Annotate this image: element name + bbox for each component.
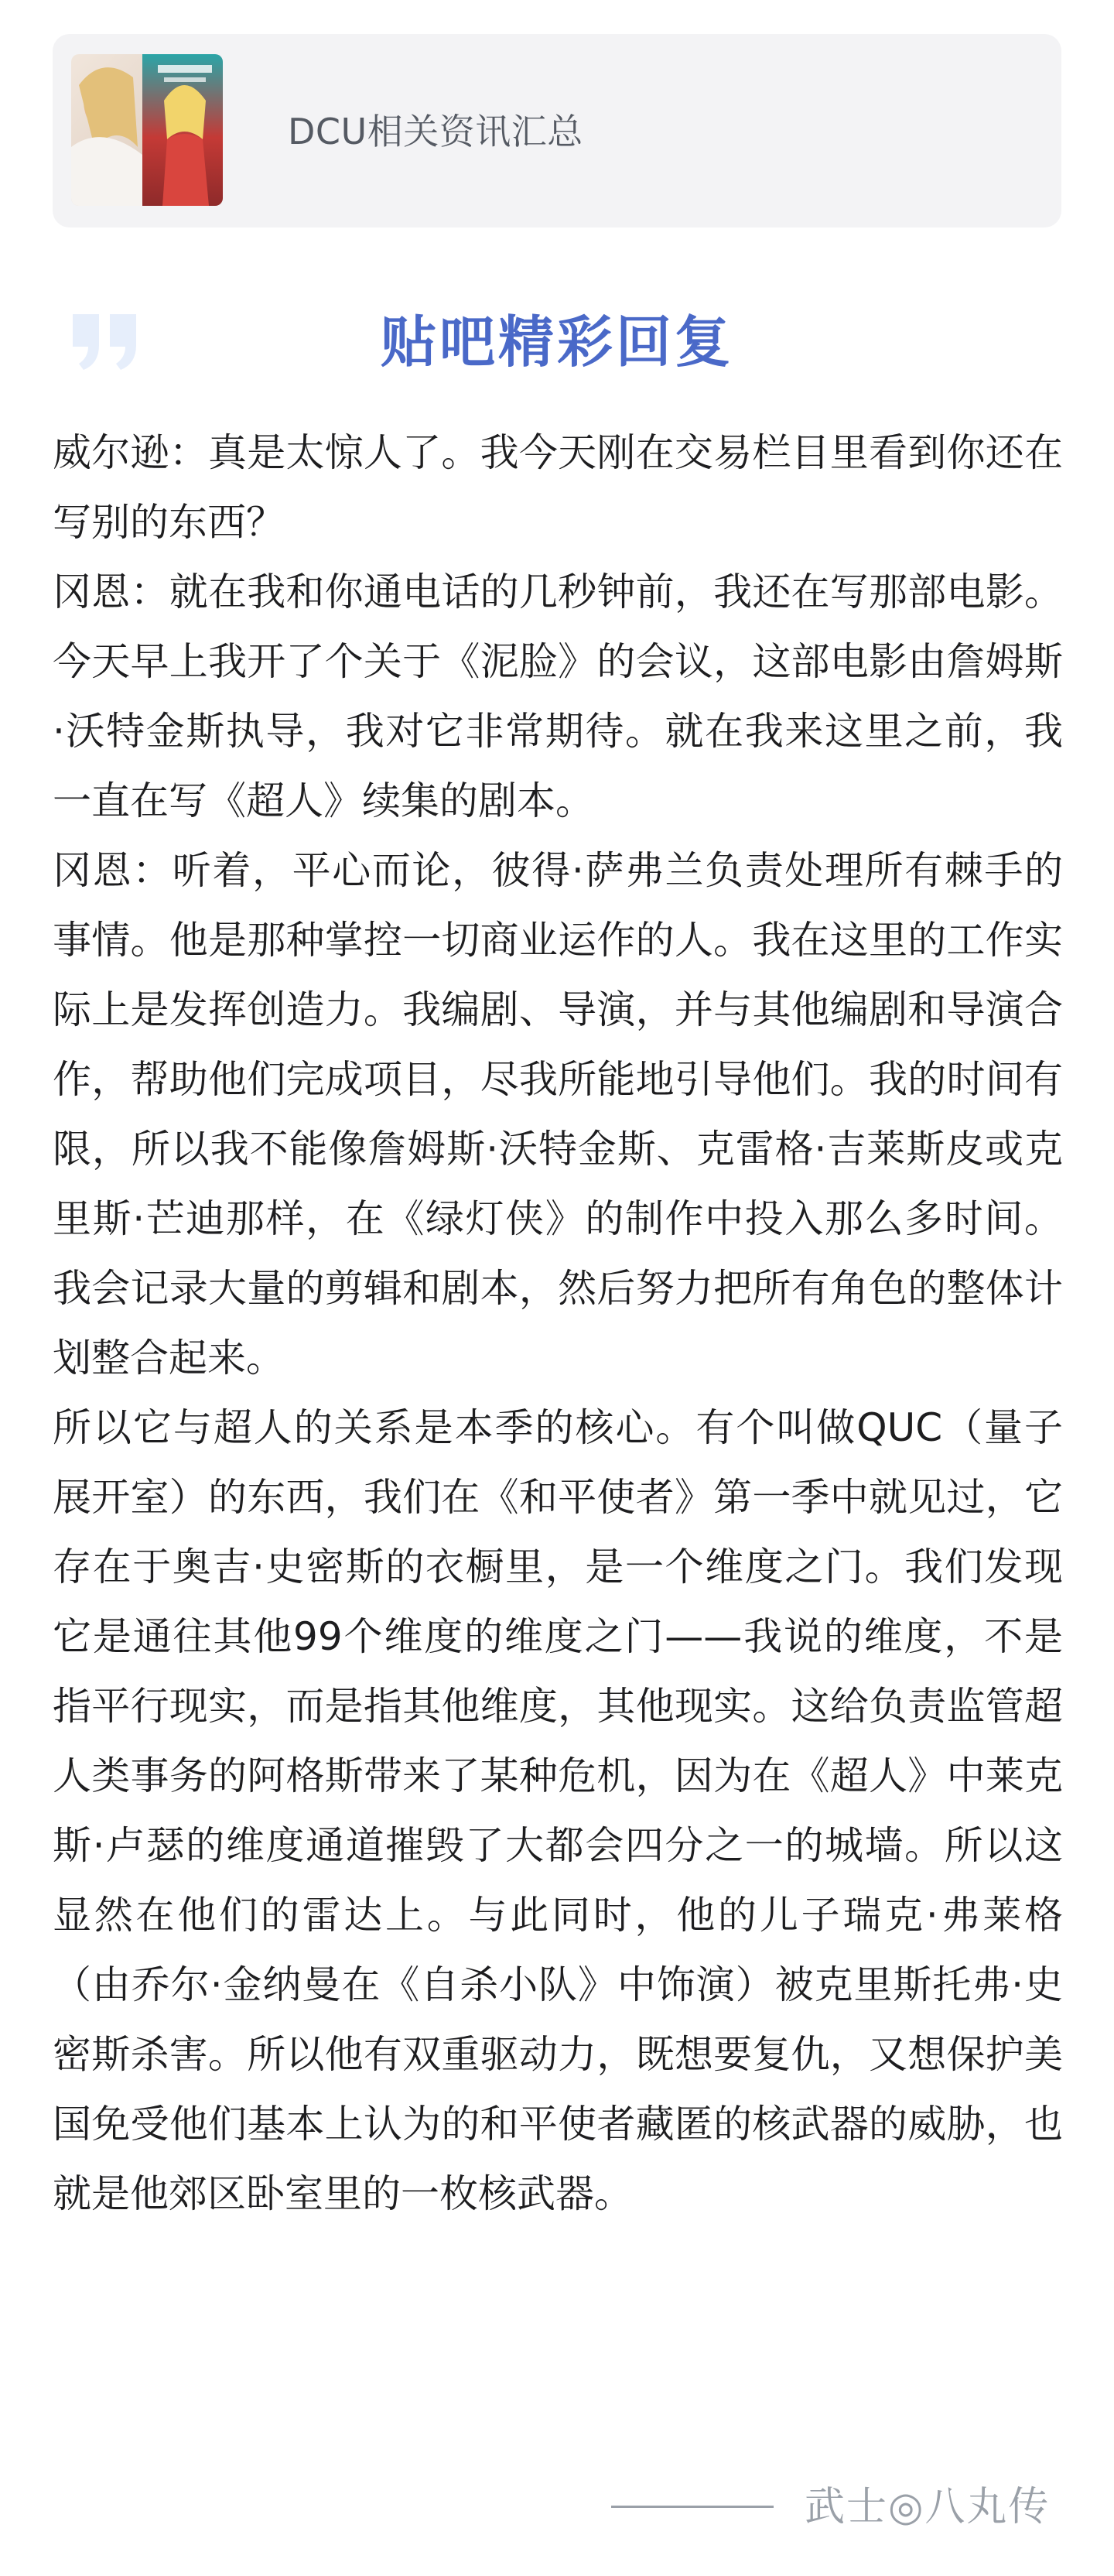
reply-content xyxy=(53,418,1063,2229)
signature-divider xyxy=(611,2506,774,2508)
topic-title: DCU相关资讯汇总 xyxy=(288,111,583,152)
topic-card[interactable] xyxy=(53,34,1061,227)
author-signature: 武士◎八丸传 xyxy=(805,2484,1051,2530)
paragraph-2: 冈恩：就在我和你通电话的几秒钟前，我还在写那部电影。今天早上我开了个关于《泥脸》的会议，这部电影由詹姆斯·沃特金斯执导，我对它非常期待。就在我来这里之前，我一直在写《超人》续集的剧本。 xyxy=(53,570,1063,823)
paragraph-4: 所以它与超人的关系是本季的核心。有个叫做QUC（量子展开室）的东西，我们在《和平使者》第一季中就见过，它存在于奥吉·史密斯的衣橱里，是一个维度之门。我们发现它是通往其他99个维度的维度之门——我说的维度，不是指平行现实，而是指其他维度，其他现实。这给负责监管超人类事务的阿格斯带来了某种危机，因为在《超人》中莱克斯·卢瑟的维度通道摧毁了大都会四分之一的城墙。所以这显然在他们的雷达上。与此同时，他的儿子瑞克·弗莱格（由乔尔·金纳曼在《自杀小队》中饰演）被克里斯托弗·史密斯杀害。所以他有双重驱动力，既想要复仇，又想保护美国免受他们基本上认为的和平使者藏匿的核武器的威胁，也就是他郊区卧室里的一枚核武器。 xyxy=(53,1405,1063,2216)
paragraph-3: 冈恩：听着，平心而论，彼得·萨弗兰负责处理所有棘手的事情。他是那种掌控一切商业运作的人。我在这里的工作实际上是发挥创造力。我编剧、导演，并与其他编剧和导演合作，帮助他们完成项目，尽我所能地引导他们。我的时间有限，所以我不能像詹姆斯·沃特金斯、克雷格·吉莱斯皮或克里斯·芒迪那样，在《绿灯侠》的制作中投入那么多时间。我会记录大量的剪辑和剧本，然后努力把所有角色的整体计划整合起来。 xyxy=(53,848,1063,1380)
paragraph-1: 威尔逊：真是太惊人了。我今天刚在交易栏目里看到你还在写别的东西？ xyxy=(53,430,1063,545)
section-title: 贴吧精彩回复 xyxy=(380,310,733,375)
article-page xyxy=(22,0,1092,2576)
comic-cover-thumbnail xyxy=(71,54,223,206)
